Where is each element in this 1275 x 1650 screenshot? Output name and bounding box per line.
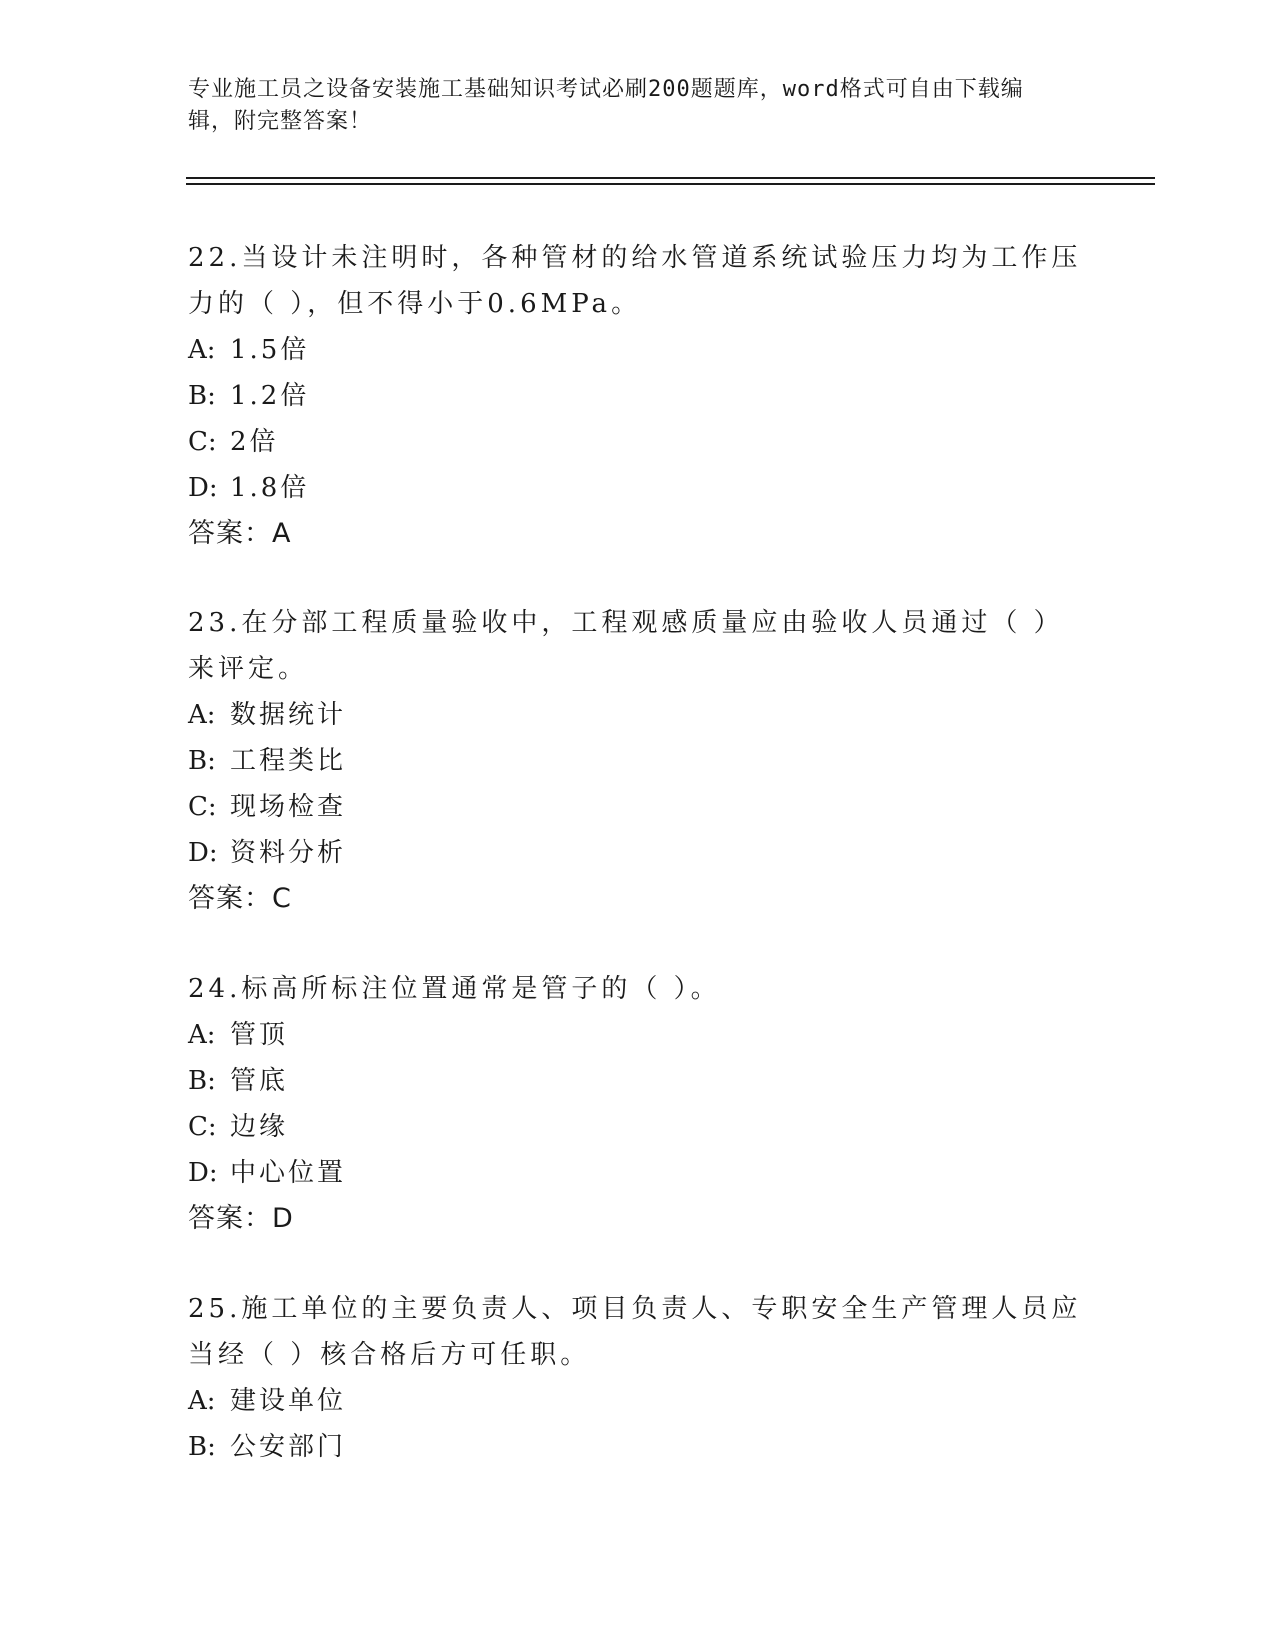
answer-line: 答案：A [188,518,292,549]
option-d [188,465,1088,511]
option-c [188,419,1088,465]
answer-line: 答案：C [188,883,292,914]
option-text: 中心位置 [230,1158,347,1188]
option-key: C: [188,792,217,822]
option-text: 现场检查 [230,792,347,822]
option-key: D: [188,1158,218,1188]
header-rule-bottom [186,183,1155,185]
option-c [188,784,1088,830]
question-24 [188,966,1088,1242]
option-b [188,738,1088,784]
option-key: A: [188,1020,216,1050]
question-stem: 24.标高所标注位置通常是管子的（ ）。 [188,974,721,1004]
option-key: D: [188,838,218,868]
option-key: B: [188,381,216,411]
option-b [188,1424,1088,1470]
option-a [188,1012,1088,1058]
option-key: B: [188,1432,216,1462]
option-a [188,327,1088,373]
option-d [188,830,1088,876]
option-key: B: [188,1066,216,1096]
option-c [188,1104,1088,1150]
option-text: 资料分析 [230,838,347,868]
option-key: C: [188,427,217,457]
question-stem: 22.当设计未注明时，各种管材的给水管道系统试验压力均为工作压力的（ ），但不得小于0.6MPa。 [188,243,1082,319]
option-key: A: [188,335,216,365]
option-text: 1.2倍 [230,381,310,411]
option-text: 2倍 [230,427,279,457]
option-text: 管底 [230,1066,289,1096]
question-22 [188,235,1088,557]
option-text: 工程类比 [230,746,347,776]
option-key: B: [188,746,216,776]
document-header: 专业施工员之设备安装施工基础知识考试必刷200题题库，word格式可自由下载编辑，附完整答案！ [188,77,1024,134]
option-b [188,373,1088,419]
question-23 [188,600,1088,922]
option-key: D: [188,473,218,503]
option-text: 数据统计 [230,700,347,730]
question-25 [188,1286,1088,1470]
header-rule-top [186,177,1155,179]
option-text: 边缘 [230,1112,289,1142]
option-b [188,1058,1088,1104]
option-key: C: [188,1112,217,1142]
option-text: 建设单位 [230,1386,347,1416]
option-d [188,1150,1088,1196]
option-key: A: [188,700,216,730]
option-a [188,692,1088,738]
question-stem: 23.在分部工程质量验收中，工程观感质量应由验收人员通过（ ）来评定。 [188,608,1064,684]
answer-line: 答案：D [188,1203,294,1234]
option-a [188,1378,1088,1424]
option-text: 公安部门 [230,1432,347,1462]
option-key: A: [188,1386,216,1416]
option-text: 1.8倍 [230,473,310,503]
question-stem: 25.施工单位的主要负责人、项目负责人、专职安全生产管理人员应当经（ ）核合格后方可任职。 [188,1294,1082,1370]
option-text: 1.5倍 [230,335,310,365]
option-text: 管顶 [230,1020,289,1050]
